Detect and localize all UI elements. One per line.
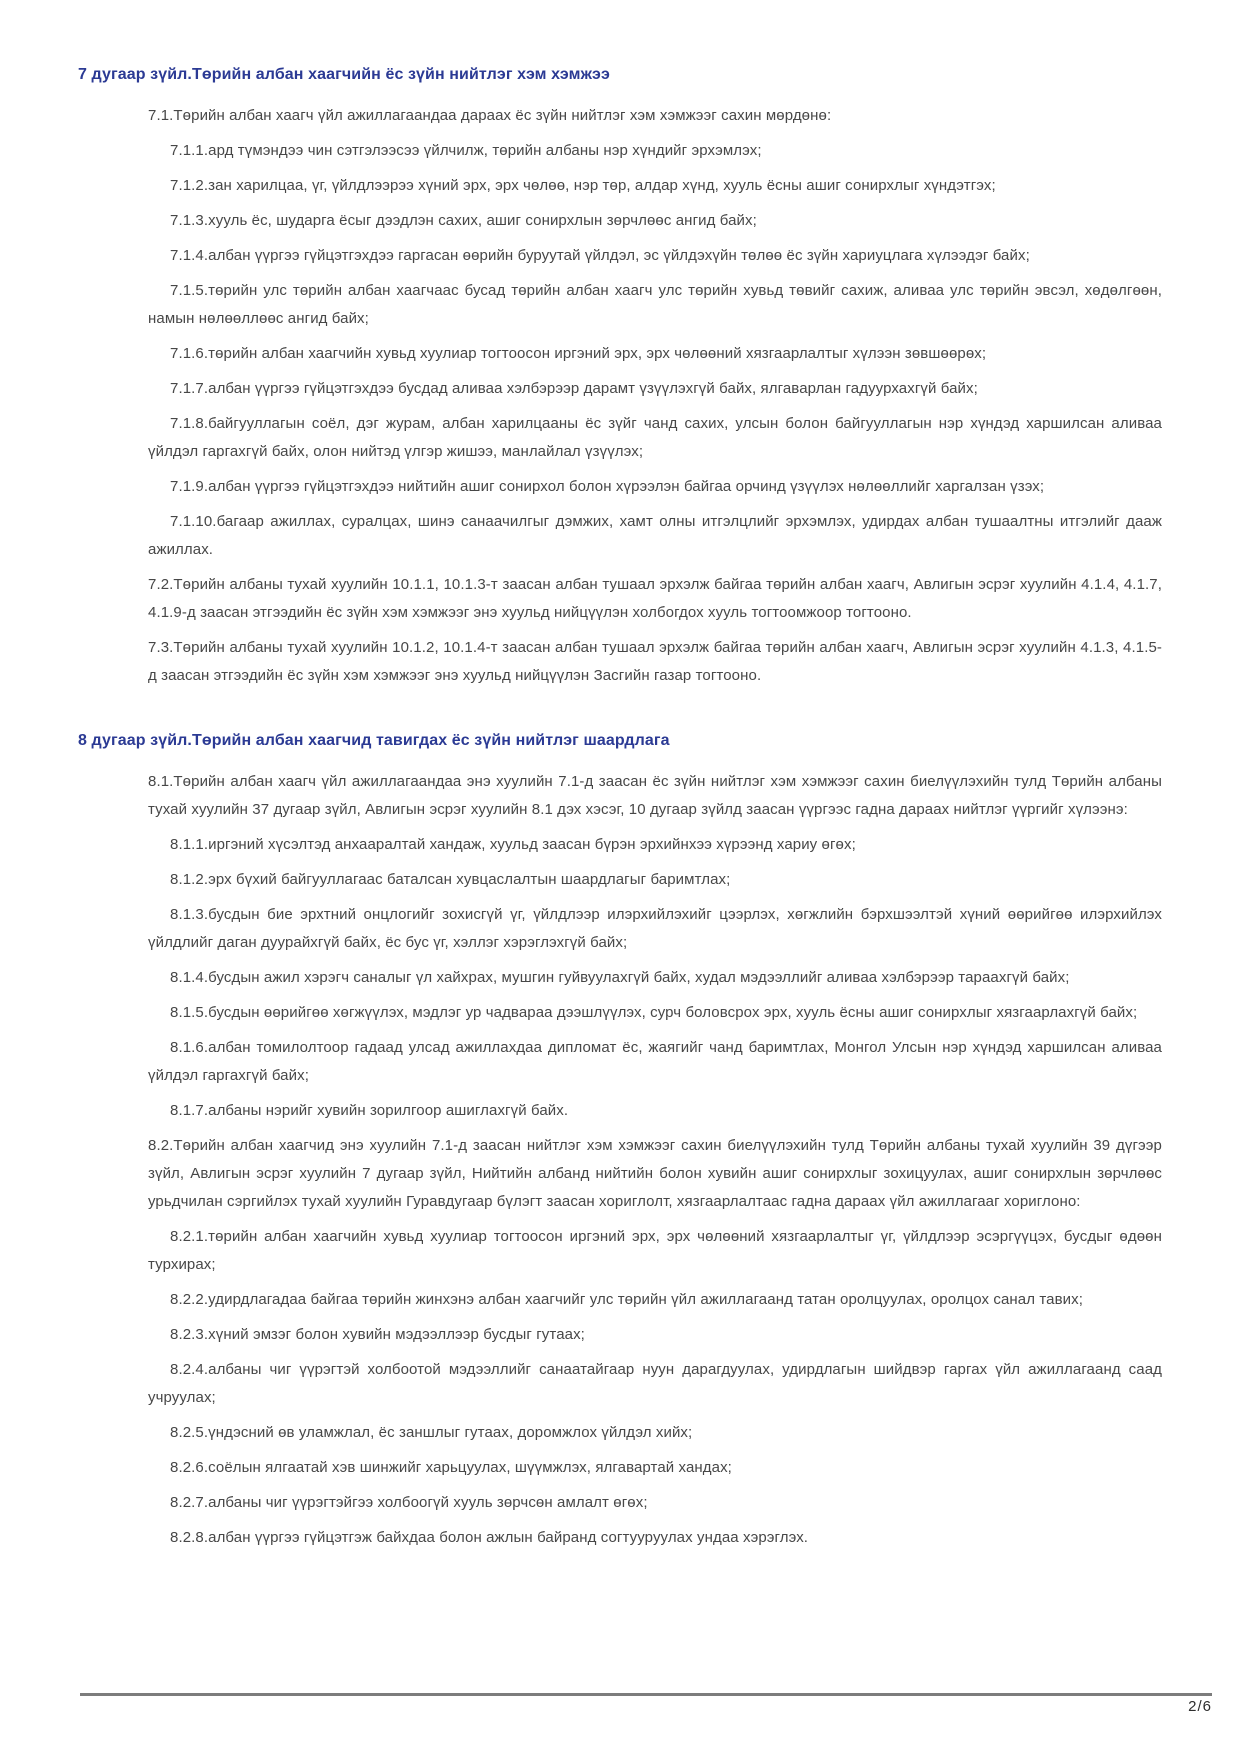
subclause-paragraph: 8.2.5.үндэсний өв уламжлал, ёс заншлыг гутаах, доромжлох үйлдэл хийх; — [170, 1424, 693, 1441]
subclause-paragraph: 7.1.4.албан үүргээ гүйцэтгэхдээ гаргасан өөрийн буруутай үйлдэл, эс үйлдэхүйн төлөө ёс зүйн хариуцлага хүлээдэг байх; — [170, 247, 1030, 264]
subclause-paragraph: 8.2.7.албаны чиг үүрэгтэйгээ холбоогүй хууль зөрчсөн амлалт өгөх; — [170, 1494, 648, 1511]
law-article-section — [78, 730, 1162, 1552]
subclause-paragraph: 7.1.10.багаар ажиллах, суралцах, шинэ санаачилгыг дэмжих, хамт олны итгэлцлийг эрхэмлэх, удирдах албан тушаалтны итгэлийг дааж ажиллах. — [148, 513, 1162, 558]
clause-paragraph: 8.1.Төрийн албан хаагч үйл ажиллагаандаа энэ хуулийн 7.1-д заасан ёс зүйн нийтлэг хэм хэмжээг сахин биелүүлэхийн тулд Төрийн албаны тухай хуулийн 37 дугаар зүйл, Авлигын эсрэг хуулийн 8.1 дэх хэсэг, 10 дугаар зүйлд заасан үүргээс гадна дараах нийтлэг үүргийг хүлээнэ: — [148, 773, 1162, 818]
page-number: 2/6 — [1188, 1698, 1212, 1715]
clause-paragraph: 7.3.Төрийн албаны тухай хуулийн 10.1.2, 10.1.4-т заасан албан тушаал эрхэлж байгаа төрийн албан хаагч, Авлигын эсрэг хуулийн 4.1.3, 4.1.5-д заасан этгээдийн ёс зүйн хэм хэмжээг энэ хуульд нийцүүлэн Засгийн газар тогтооно. — [148, 639, 1162, 684]
subclause-paragraph: 8.2.1.төрийн албан хаагчийн хувьд хуулиар тогтоосон иргэний эрх, эрх чөлөөний хязгаарлалтыг үг, үйлдлээр эсэргүүцэх, бусдыг өдөөн турхирах; — [148, 1228, 1162, 1273]
subclause-paragraph: 8.1.1.иргэний хүсэлтэд анхааралтай хандаж, хуульд заасан бүрэн эрхийнхээ хүрээнд хариу өгөх; — [170, 836, 856, 853]
article-heading: 7 дугаар зүйл.Төрийн албан хаагчийн ёс зүйн нийтлэг хэм хэмжээ — [78, 66, 610, 83]
subclause-paragraph: 8.1.3.бусдын бие эрхтний онцлогийг зохисгүй үг, үйлдлээр илэрхийлэхийг цээрлэх, хөгжлийн бэрхшээлтэй хүний өөрийгөө илэрхийлэх үйлдлийг даган дуурайхгүй байх, ёс бус үг, хэллэг хэрэглэхгүй байх; — [148, 906, 1162, 951]
subclause-paragraph: 8.2.6.соёлын ялгаатай хэв шинжийг харьцуулах, шүүмжлэх, ялгавартай хандах; — [170, 1459, 732, 1476]
clause-paragraph: 7.2.Төрийн албаны тухай хуулийн 10.1.1, 10.1.3-т заасан албан тушаал эрхэлж байгаа төрийн албан хаагч, Авлигын эсрэг хуулийн 4.1.4, 4.1.7, 4.1.9-д заасан этгээдийн ёс зүйн хэм хэмжээг энэ хуульд нийцүүлэн холбогдох хууль тогтоомжоор тогтооно. — [148, 576, 1162, 621]
subclause-paragraph: 8.1.2.эрх бүхий байгууллагаас баталсан хувцаслалтын шаардлагыг баримтлах; — [170, 871, 731, 888]
subclause-paragraph: 7.1.8.байгууллагын соёл, дэг журам, албан харилцааны ёс зүйг чанд сахих, улсын болон байгууллагын нэр хүндэд харшилсан аливаа үйлдэл гаргахгүй байх, олон нийтэд үлгэр жишээ, манлайлал үзүүлэх; — [148, 415, 1162, 460]
footer-divider — [80, 1693, 1212, 1696]
subclause-paragraph: 7.1.3.хууль ёс, шударга ёсыг дээдлэн сахих, ашиг сонирхлын зөрчлөөс ангид байх; — [170, 212, 757, 229]
clause-paragraph: 8.2.Төрийн албан хаагчид энэ хуулийн 7.1-д заасан нийтлэг хэм хэмжээг сахин биелүүлэхийн тулд Төрийн албаны тухай хуулийн 39 дүгээр зүйл, Авлигын эсрэг хуулийн 7 дугаар зүйл, Нийтийн албанд нийтийн болон хувийн ашиг сонирхлыг зохицуулах, ашиг сонирхлын зөрчлөөс урьдчилан сэргийлэх тухай хуулийн Гуравдугаар бүлэгт заасан хориглолт, хязгаарлалтаас гадна дараах үйл ажиллагааг хориглоно: — [148, 1137, 1162, 1210]
subclause-paragraph: 8.2.8.албан үүргээ гүйцэтгэж байхдаа болон ажлын байранд согтууруулах ундаа хэрэглэх. — [170, 1529, 809, 1546]
subclause-paragraph: 8.1.5.бусдын өөрийгөө хөгжүүлэх, мэдлэг ур чадвараа дээшлүүлэх, сурч боловсрох эрх, хууль ёсны ашиг сонирхлыг хязгаарлахгүй байх; — [170, 1004, 1138, 1021]
article-heading: 8 дугаар зүйл.Төрийн албан хаагчид тавигдах ёс зүйн нийтлэг шаардлага — [78, 732, 670, 749]
subclause-paragraph: 8.2.2.удирдлагадаа байгаа төрийн жинхэнэ албан хаагчийг улс төрийн үйл ажиллагаанд татан оролцуулах, оролцох санал тавих; — [170, 1291, 1084, 1308]
subclause-paragraph: 7.1.5.төрийн улс төрийн албан хаагчаас бусад төрийн албан хаагч улс төрийн хувьд төвийг сахиж, аливаа улс төрийн эвсэл, хөдөлгөөн, намын нөлөөллөөс ангид байх; — [148, 282, 1162, 327]
law-article-section — [78, 64, 1162, 690]
subclause-paragraph: 7.1.7.албан үүргээ гүйцэтгэхдээ бусдад аливаа хэлбэрээр дарамт үзүүлэхгүй байх, ялгаварлан гадуурхахгүй байх; — [170, 380, 978, 397]
subclause-paragraph: 8.1.7.албаны нэрийг хувийн зорилгоор ашиглахгүй байх. — [170, 1102, 569, 1119]
subclause-paragraph: 8.1.4.бусдын ажил хэрэгч саналыг үл хайхрах, мушгин гуйвуулахгүй байх, худал мэдээллийг аливаа хэлбэрээр тараахгүй байх; — [170, 969, 1070, 986]
clause-paragraph: 7.1.Төрийн албан хаагч үйл ажиллагаандаа дараах ёс зүйн нийтлэг хэм хэмжээг сахин мөрдөнө: — [148, 107, 832, 124]
subclause-paragraph: 8.1.6.албан томилолтоор гадаад улсад ажиллахдаа дипломат ёс, жаягийг чанд баримтлах, Монгол Улсын нэр хүндэд харшилсан аливаа үйлдэл гаргахгүй байх; — [148, 1039, 1162, 1084]
subclause-paragraph: 7.1.6.төрийн албан хаагчийн хувьд хуулиар тогтоосон иргэний эрх, эрх чөлөөний хязгаарлалтыг хүлээн зөвшөөрөх; — [170, 345, 987, 362]
subclause-paragraph: 8.2.4.албаны чиг үүрэгтэй холбоотой мэдээллийг санаатайгаар нуун дарагдуулах, удирдлагын шийдвэр гаргах үйл ажиллагаанд саад учруулах; — [148, 1361, 1162, 1406]
subclause-paragraph: 7.1.2.зан харилцаа, үг, үйлдлээрээ хүний эрх, эрх чөлөө, нэр төр, алдар хүнд, хууль ёсны ашиг сонирхлыг хүндэтгэх; — [170, 177, 996, 194]
subclause-paragraph: 7.1.1.ард түмэндээ чин сэтгэлээсээ үйлчилж, төрийн албаны нэр хүндийг эрхэмлэх; — [170, 142, 762, 159]
document-body — [78, 64, 1162, 1559]
subclause-paragraph: 7.1.9.албан үүргээ гүйцэтгэхдээ нийтийн ашиг сонирхол болон хүрээлэн байгаа орчинд үзүүлэх нөлөөллийг харгалзан үзэх; — [170, 478, 1045, 495]
subclause-paragraph: 8.2.3.хүний эмзэг болон хувийн мэдээллээр бусдыг гутаах; — [170, 1326, 585, 1343]
